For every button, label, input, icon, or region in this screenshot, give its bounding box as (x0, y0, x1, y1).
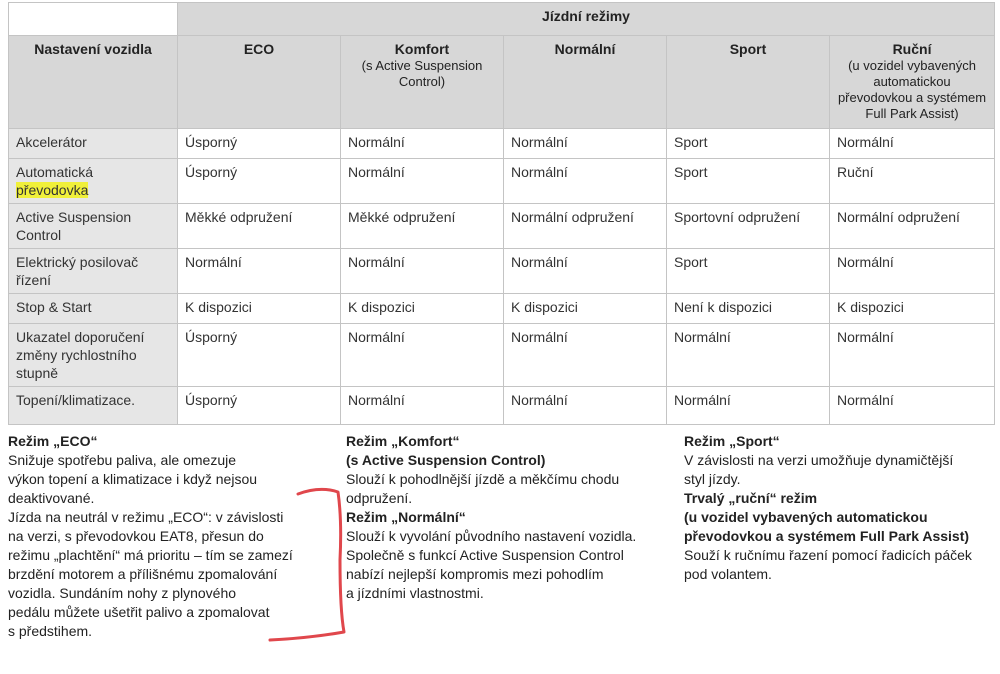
table-cell: Normální (178, 249, 341, 294)
note-line: V závislosti na verzi umožňuje dynamičtější (684, 452, 954, 468)
table-cell: Normální (830, 324, 995, 387)
table-cell: K dispozici (341, 294, 504, 324)
note-line: s předstihem. (8, 623, 93, 639)
corner-blank (9, 3, 178, 36)
row-label (9, 204, 178, 249)
row-label-line: Control (16, 227, 62, 243)
note-line: Společně s funkcí Active Suspension Control (346, 547, 624, 563)
table-cell: Normální (667, 324, 830, 387)
table-cell: Měkké odpružení (341, 204, 504, 249)
group-header: Jízdní režimy (178, 3, 995, 36)
row-label-line: stupně (16, 365, 59, 381)
table-cell: Ruční (830, 159, 995, 204)
column-subtitle: (u vozidel vybavených (848, 58, 976, 73)
note-line: odpružení. (346, 490, 413, 506)
note-heading: Režim „Komfort“ (346, 433, 460, 449)
table-cell: Normální (504, 249, 667, 294)
table-cell: Normální (341, 324, 504, 387)
table-cell: Úsporný (178, 324, 341, 387)
table-cell: Normální (341, 159, 504, 204)
row-label-line: Automatická (16, 164, 94, 180)
table-cell: Normální (504, 159, 667, 204)
column-header-normalni (504, 36, 667, 129)
column-title: Ruční (892, 41, 932, 57)
row-label-line: řízení (16, 272, 52, 288)
note-line: styl jízdy. (684, 471, 741, 487)
note-line: deaktivované. (8, 490, 95, 506)
row-header: Nastavení vozidla (9, 36, 178, 129)
table-cell: Úsporný (178, 129, 341, 159)
column-title: Normální (554, 41, 616, 57)
table-cell: Není k dispozici (667, 294, 830, 324)
note-line: režimu „plachtění“ má prioritu – tím se zamezí (8, 547, 293, 563)
column-subtitle: Full Park Assist) (865, 106, 959, 121)
row-label (9, 387, 178, 425)
note-komfort-normalni (346, 432, 666, 603)
table-cell: Normální (504, 129, 667, 159)
note-line: pod volantem. (684, 566, 772, 582)
table-cell: Normální (504, 387, 667, 425)
note-heading: Režim „Sport“ (684, 433, 780, 449)
table-cell: Úsporný (178, 159, 341, 204)
column-header-komfort (341, 36, 504, 129)
table-cell: K dispozici (504, 294, 667, 324)
column-header-eco (178, 36, 341, 129)
column-header-sport (667, 36, 830, 129)
note-line: Snižuje spotřebu paliva, ale omezuje (8, 452, 237, 468)
table-row (9, 294, 995, 324)
note-heading: Trvalý „ruční“ režim (684, 490, 818, 506)
note-sport-rucni (684, 432, 994, 584)
row-label-line: Topení/klimatizace. (16, 392, 136, 408)
column-subtitle: automatickou (873, 74, 951, 89)
note-line: nabízí nejlepší kompromis mezi pohodlím (346, 566, 604, 582)
table-cell: Úsporný (178, 387, 341, 425)
table-cell: Normální odpružení (504, 204, 667, 249)
note-heading: Režim „Normální“ (346, 509, 466, 525)
table-cell: Normální (341, 249, 504, 294)
row-label-line: Akcelerátor (16, 134, 87, 150)
note-line: Slouží k vyvolání původního nastavení vozidla. (346, 528, 637, 544)
row-label-line: převodovka (16, 182, 89, 198)
table-cell: Normální (830, 249, 995, 294)
row-label (9, 294, 178, 324)
table-row (9, 204, 995, 249)
red-bracket-annotation (260, 480, 360, 650)
table-row (9, 324, 995, 387)
driving-modes-table (8, 2, 995, 425)
column-title: Sport (729, 41, 767, 57)
table-cell: Normální (504, 324, 667, 387)
row-label (9, 249, 178, 294)
note-line: a jízdními vlastnostmi. (346, 585, 484, 601)
column-title: ECO (243, 41, 275, 57)
column-subtitle: Control) (398, 74, 446, 89)
note-line: Slouží k pohodlnější jízdě a měkčímu chodu (346, 471, 620, 487)
note-heading: (u vozidel vybavených automatickou (684, 509, 928, 525)
table-cell: Měkké odpružení (178, 204, 341, 249)
note-line: brzdění motorem a přílišnému zpomalování (8, 566, 278, 582)
column-title: Komfort (394, 41, 450, 57)
row-label-line: Active Suspension (16, 209, 132, 225)
row-label (9, 129, 178, 159)
note-heading: Režim „ECO“ (8, 433, 98, 449)
note-line: na verzi, s převodovkou EAT8, přesun do (8, 528, 264, 544)
row-label-line: Ukazatel doporučení (16, 329, 145, 345)
note-line: pedálu můžete ušetřit palivo a zpomalovat (8, 604, 270, 620)
table-row (9, 387, 995, 425)
table-row (9, 129, 995, 159)
table-cell: Normální (341, 129, 504, 159)
row-label (9, 159, 178, 204)
row-label (9, 324, 178, 387)
note-heading: převodovkou a systémem Full Park Assist) (684, 528, 970, 544)
table-cell: Normální (667, 387, 830, 425)
table-cell: K dispozici (178, 294, 341, 324)
table-cell: Normální (341, 387, 504, 425)
row-label-line: Stop & Start (16, 299, 92, 315)
column-subtitle: (s Active Suspension (361, 58, 483, 73)
note-line: vozidla. Sundáním nohy z plynového (8, 585, 237, 601)
table-cell: K dispozici (830, 294, 995, 324)
table-cell: Normální odpružení (830, 204, 995, 249)
note-line: výkon topení a klimatizace i když nejsou (8, 471, 258, 487)
table-cell: Sportovní odpružení (667, 204, 830, 249)
column-header-rucni (830, 36, 995, 129)
table-cell: Sport (667, 249, 830, 294)
table-cell: Sport (667, 159, 830, 204)
note-line: Jízda na neutrál v režimu „ECO“: v závislosti (8, 509, 284, 525)
row-label-line: Elektrický posilovač (16, 254, 139, 270)
table-cell: Normální (830, 129, 995, 159)
table-cell: Normální (830, 387, 995, 425)
column-subtitle: převodovkou a systémem (837, 90, 987, 105)
note-line: Souží k ručnímu řazení pomocí řadicích páček (684, 547, 972, 563)
table-cell: Sport (667, 129, 830, 159)
note-heading: (s Active Suspension Control) (346, 452, 546, 468)
table-row (9, 249, 995, 294)
row-label-line: změny rychlostního (16, 347, 137, 363)
table-row (9, 159, 995, 204)
